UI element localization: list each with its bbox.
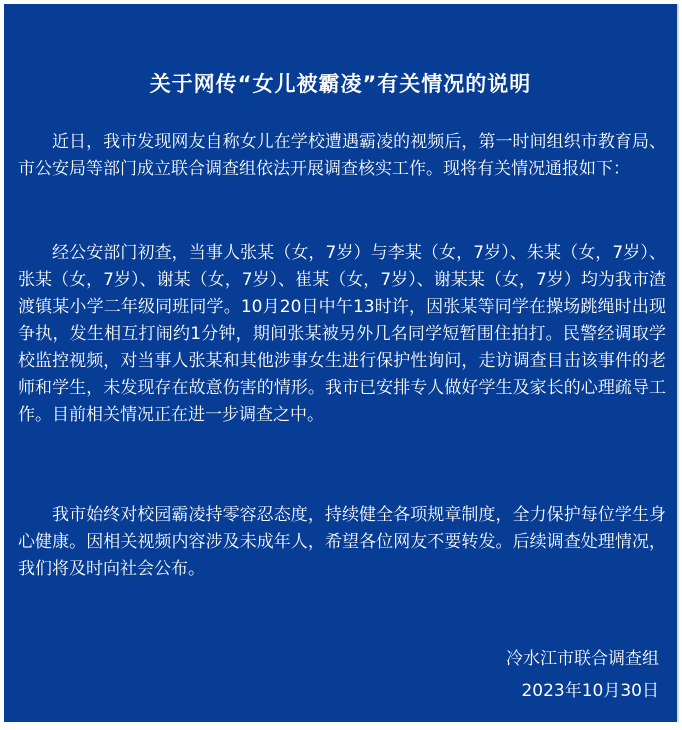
- signature: 冷水江市联合调查组: [506, 649, 659, 669]
- paragraph-intro: 近日，我市发现网友自称女儿在学校遭遇霸凌的视频后，第一时间组织市教育局、市公安局等部门成立联合调查组依法开展调查核实工作。现将有关情况通报如下：: [18, 132, 666, 179]
- notice-panel: [4, 4, 679, 722]
- paragraph-findings: 经公安部门初查，当事人张某（女，7岁）与李某（女，7岁）、朱某（女，7岁）、张某（女，7岁）、谢某（女，7岁）、崔某（女，7岁）、谢某某（女，7岁）均为我市渣渡镇某小学二年级同班同学。10月20日中午13时许，因张某等同学在操场跳绳时出现争执，发生相互打闹约1分钟，期间张某被另外几名同学短暂围住拍打。民警经调取学校监控视频，对当事人张某和其他涉事女生进行保护性询问，走访调查目击该事件的老师和学生，未发现存在故意伤害的情形。我市已安排专人做好学生及家长的心理疏导工作。目前相关情况正在进一步调查之中。: [18, 243, 666, 425]
- date: 2023年10月30日: [521, 681, 659, 701]
- notice-title: 关于网传“女儿被霸凌”有关情况的说明: [149, 72, 532, 96]
- paragraph-statement: 我市始终对校园霸凌持零容忍态度，持续健全各项规章制度，全力保护每位学生身心健康。因相关视频内容涉及未成年人，希望各位网友不要转发。后续调查处理情况，我们将及时向社会公布。: [18, 505, 666, 579]
